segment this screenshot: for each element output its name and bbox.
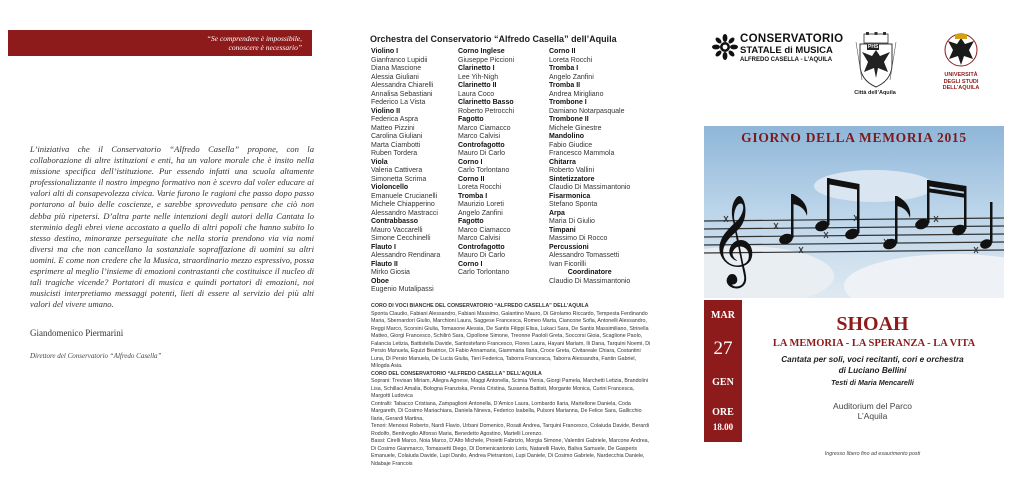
orchestra-column-3	[549, 48, 630, 286]
choir-list	[371, 303, 654, 468]
musician-name: Claudio Di Massimantonio	[549, 184, 631, 191]
white-choir-title: CORO DI VOCI BIANCHE DEL CONSERVATORIO “ALFREDO CASELLA” DELL’AQUILA	[371, 303, 589, 309]
section-heading: Violino I	[371, 48, 399, 55]
musician-name: Marco Calvisi	[458, 235, 501, 242]
conservatorio-logo-text	[740, 33, 843, 64]
conservatorio-name: CONSERVATORIO	[740, 33, 844, 45]
section-heading: Clarinetto Basso	[458, 99, 514, 106]
banner-title: GIORNO DELLA MEMORIA 2015	[741, 130, 967, 145]
section-heading: Corno I	[458, 260, 483, 268]
musician-name: Claudio Di Massimantonio	[549, 277, 631, 285]
cantata-line-2: di Luciano Bellini	[838, 366, 907, 375]
musician-name: Stefano Sponta	[549, 201, 598, 208]
musician-name: Loreta Rocchi	[549, 56, 593, 64]
musician-name: Mauro Di Carlo	[458, 150, 506, 157]
musician-name: Mauro Vaccarelli	[371, 226, 423, 234]
section-heading: Fisarmonica	[549, 192, 591, 200]
musician-name: Roberto Vallini	[549, 167, 595, 174]
musician-name: Mirko Giosia	[371, 269, 410, 276]
musician-name: Andrea Mirigliano	[549, 90, 604, 98]
musician-name: Francesco Mammola	[549, 150, 615, 157]
musician-name: Alessandro Rendinara	[371, 252, 441, 259]
role-heading: Coordinatore	[567, 269, 612, 276]
musician-name: Federica Aspra	[371, 116, 419, 123]
section-heading: Controfagotto	[458, 243, 505, 251]
section-heading: Flauto I	[371, 243, 396, 251]
musician-name: Alessandra Chiarelli	[371, 82, 434, 89]
musician-name: Roberto Petrocchi	[458, 107, 515, 115]
musician-name: Carlo Torlontano	[458, 167, 510, 174]
musician-name: Angelo Zanfini	[458, 209, 503, 217]
section-heading: Oboe	[371, 277, 389, 285]
section-heading: Tromba II	[549, 82, 581, 89]
section-heading: Flauto II	[371, 260, 398, 268]
musician-name: Annalisa Sebastiani	[371, 90, 433, 98]
musician-name: Carolina Giuliani	[371, 133, 423, 140]
date-box	[704, 300, 742, 442]
musician-name: Angelo Zanfini	[549, 73, 594, 81]
section-heading: Trombone I	[549, 99, 587, 106]
admission-note: Ingresso libero fino ad esaurimento posti	[824, 451, 921, 457]
conservatorio-city: ALFREDO CASELLA - L’AQUILA	[740, 57, 833, 63]
signer-role: Direttore del Conservatorio “Alfredo Casella”	[30, 352, 162, 360]
time-label: ORE	[712, 407, 734, 418]
musician-name: Maria Di Giulio	[549, 218, 595, 225]
quote-line-2: conoscere è necessario”	[228, 43, 302, 52]
intro-text: L’iniziativa che il Conservatorio “Alfredo Casella” propone, con la collaborazione di altre istituzioni e enti, ha un valore morale che è insito nella missione specifica dell’istituzione. Pur essendo infatti una scuola altamente professionalizzante il nostro impegno formativo non è scevro dal voler educare ai valori alti di consapevolezza civica. Varie furono le ragioni che passo dopo passo portarono al buio delle coscienze, e sarebbe sprovveduto pensare che ciò non debba più ripetersi. D’altra parte nelle intenzioni degli autori della Cantata lo sterminio degli ebrei viene accostato a quello di altri popoli che hanno subito lo stesso destino, minoranze perseguitate che nella storia prendono via via nomi diversi ma che non cancellano la sostanziale sopraffazione di uomini su altri uomini. E come non credere che la Musica, straordinario mezzo espressivo, possa esprimere al meglio l’insieme di emozioni contrastanti che costituisce il nucleo di tali tragiche vicende? Portatori di musica e quindi portatori di emozioni, noi musicisti interpretiamo messaggi potenti, lieti di essere al servizio dei più alti valori del vivere umano.	[30, 144, 314, 310]
musician-name: Fabio Giudice	[549, 141, 593, 149]
musician-name: Alessandro Tomassetti	[549, 252, 620, 259]
banner-image	[704, 126, 1004, 298]
section-heading: Trombone II	[549, 116, 589, 123]
musician-name: Carlo Torlontano	[458, 269, 510, 276]
musician-name: Laura Coco	[458, 90, 495, 98]
musician-name: Marco Ciamacco	[458, 226, 511, 234]
citta-label: Città dell’Aquila	[854, 90, 896, 96]
musician-name: Giuseppe Piccioni	[458, 56, 515, 64]
day-number: 27	[713, 338, 733, 359]
month: GEN	[712, 377, 734, 388]
section-heading: Corno II	[458, 175, 485, 183]
musician-name: Damiano Notarpasquale	[549, 107, 625, 115]
musician-name: Matteo Pizzini	[371, 124, 415, 132]
section-heading: Viola	[371, 158, 388, 166]
section-heading: Contrabbasso	[371, 218, 419, 225]
section-heading: Fagotto	[458, 218, 484, 225]
musician-name: Michele Chiapperino	[371, 201, 435, 208]
conservatorio-subname: STATALE di MUSICA	[740, 45, 833, 56]
musician-name: Michele Ginestre	[549, 124, 602, 132]
event-subtitle: LA MEMORIA - LA SPERANZA - LA VITA	[772, 338, 976, 349]
musician-name: Simonetta Scrima	[371, 175, 427, 183]
section-heading: Timpani	[549, 226, 576, 234]
section-heading: Violoncello	[371, 184, 409, 191]
signer-name: Giandomenico Piermarini	[30, 328, 124, 338]
musician-name: Federico La Vista	[371, 99, 426, 106]
musician-name: Diana Mascione	[371, 65, 422, 72]
section-heading: Mandolino	[549, 133, 584, 140]
musician-name: Ruben Tordera	[371, 150, 418, 157]
section-heading: Corno I	[458, 158, 483, 166]
quote-line-1: “Se comprendere è impossibile,	[206, 34, 302, 43]
section-heading: Fagotto	[458, 116, 484, 123]
adult-choir-members: Soprani: Trevisan Miriam, Allegra Agnese, Maggi Antonella, Scimia Ylenia, Giorgi Pamela, Marchetti Letizia, Brandolini Lisa, Schillaci Amalia, Bologna Franziska, Persia Cristina, Susanna Battisti, Morgante Monica, Curini Francesca, Margotti Ludovica Contralti: Tabacco Cristiana, Zampaglioni Antonella, D’Amico Laura, Lombardo Ilaria, Martellone Daniela, Coda Margareth, Di Cosimo Mariachiara, Daniela Nineva, Federico Isabella, Pulsoni Marianna, De Felice Sara, Gallicchio Ilaria, Gerardi Martina, Tenori: Menossi Roberto, Nardi Flavio, Urbani Domenico, Rosati Andrea, Tarquini Francesco, Colaiuda Davide, Berardi Rodolfo, Bentivoglio Alfonso Maria, Benedetto Agostino, Martelli Lorenzo. Bassi: Cirelli Marco, Noia Marco, D’Alto Michele, Proietti Fabrizio, Morgia Simone, Valentini Gabriele, Marcone Andrea, Di Cosimo Gianmarco, Tomassetti Diego, Di Domenicantonio Loris, Natarelli Flavio, Baliva Samuele, De Gasperis Emanuele, Colaiuda Davide, Lupi Danilo, Andrea Pietrantoni, Lupi Daniele, Di Cosimo Gabriele, Nardecchia Daniele, Ndabaje Francois	[371, 378, 650, 467]
section-heading: Controfagotto	[458, 141, 505, 149]
musician-name: Mauro Di Carlo	[458, 252, 506, 259]
orchestra-column-1	[371, 48, 440, 295]
university-crest-icon	[943, 32, 979, 77]
svg-text:𝄞: 𝄞	[710, 195, 757, 285]
time: 18.00	[712, 422, 734, 432]
white-choir-members: Sponta Claudio, Fabiani Alessandro, Fabiani Massimo, Galantino Mauro, Di Girolamo Riccardo, Tempesta Ferdinando Maria, Sbernardori Giulio, Marchioni Laura, Saggese Francesca, Romeo Marta, Ciancone Sofia, Antonelli Alessandro, Reggi Marco, Scorsini Giulia, Tomasone Alessia, De Santis Filippi Elisa, Lukaci Sara, De Santis Massimiliano, Strinella Matteo, Giorgi Francesco, Schilirò Sara, Cipollone Simone, Treonne Paololi Greta, Soccorsi Gioia, Scaglione Paolo, Falancia Letizia, Battistella Davide, Santostefano Francesco, Flores Laura, Hayani Mariam, Ili Dana, Tarquini Noemi, Di Persio Manuela, Equizi Beatrice, Di Fabio Annamaria, Giammaria Ilaria, Croce Greta, Civitareale Chiara, Costantini Luna, Di Persio Manuela, De Lucia Giulia, Tieri Federica, Taborra Francesca, Taborra Alessandra, Fantin Gabriel, Milogda Asia.	[371, 310, 651, 369]
musician-name: Eugenio Mutalipassi	[371, 286, 434, 293]
section-heading: Arpa	[549, 209, 565, 217]
university-label: UNIVERSITÀ DEGLI STUDI DELL’AQUILA	[942, 72, 980, 91]
musician-name: Marco Ciamacco	[458, 124, 511, 132]
section-heading: Tromba I	[458, 192, 488, 200]
musician-name: Ivan Ficorilli	[549, 260, 586, 268]
musician-name: Alessandro Mastracci	[371, 209, 438, 217]
section-heading: Tromba I	[549, 65, 579, 72]
section-heading: Corno II	[549, 48, 576, 55]
section-heading: Corno Inglese	[458, 48, 505, 55]
musician-name: Gianfranco Lupidii	[371, 56, 428, 64]
lyrics-credit: Testi di Maria Mencarelli	[831, 378, 914, 387]
musician-name: Alessia Giuliani	[371, 73, 419, 81]
cantata-line-1: Cantata per soli, voci recitanti, cori e orchestra	[781, 355, 964, 364]
section-heading: Clarinetto I	[458, 65, 495, 72]
adult-choir-title: CORO DEL CONSERVATORIO “ALFREDO CASELLA” DELL’AQUILA	[371, 370, 542, 377]
conservatorio-logo-icon	[712, 34, 738, 65]
citta-crest-icon	[854, 32, 898, 95]
section-heading: Clarinetto II	[458, 82, 497, 89]
venue-line-1: Auditorium del Parco	[833, 401, 912, 411]
section-heading: Sintetizzatore	[549, 175, 595, 183]
orchestra-title: Orchestra del Conservatorio “Alfredo Casella” dell’Aquila	[370, 34, 617, 44]
orchestra-column-2	[458, 48, 514, 278]
venue-line-2: L’Aquila	[857, 411, 888, 421]
musician-name: Valeria Cattivera	[371, 167, 423, 174]
event-title: SHOAH	[836, 313, 909, 335]
musician-name: Maurizio Loreti	[458, 201, 504, 208]
day-name: MAR	[711, 310, 735, 321]
section-heading: Percussioni	[549, 243, 589, 251]
musician-name: Emanuele Crucianelli	[371, 192, 438, 200]
musician-name: Simone Cecchinelli	[371, 235, 431, 242]
musician-name: Massimo Di Rocco	[549, 235, 608, 242]
musician-name: Marta Ciambotti	[371, 141, 421, 149]
phs-label: PHS	[868, 44, 879, 50]
cantata-info	[745, 354, 1000, 376]
musician-name: Marco Calvisi	[458, 133, 501, 140]
musician-name: Loreta Rocchi	[458, 184, 502, 191]
section-heading: Chitarra	[549, 158, 576, 166]
quote-box	[8, 30, 312, 56]
musician-name: Lee Yih-Nigh	[458, 73, 499, 81]
venue	[745, 401, 1000, 421]
section-heading: Violino II	[371, 107, 401, 115]
